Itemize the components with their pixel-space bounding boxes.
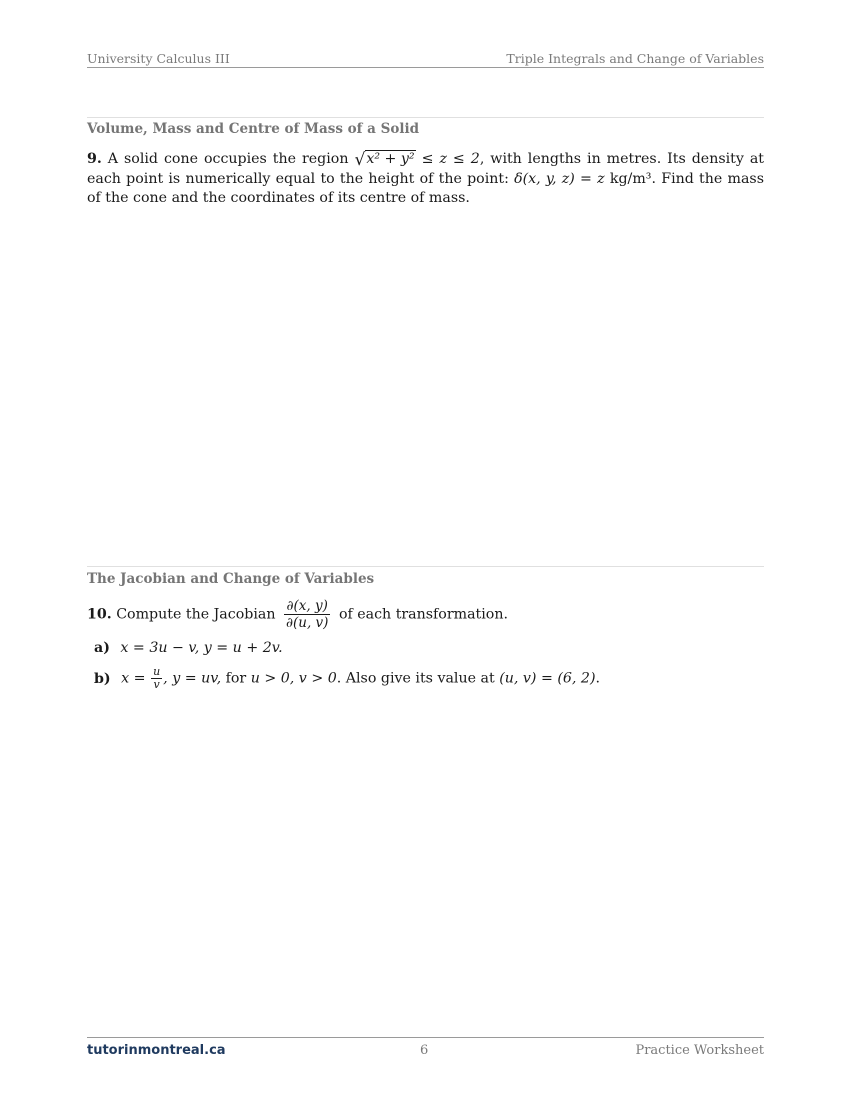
part-b-point: (u, v) = (6, 2) [499,670,596,687]
density-function: δ(x, y, z) = z [514,171,605,187]
fraction-denominator: ∂(u, v) [286,615,329,631]
problem-text: , with lengths in metres. Its density at each point is numerically equal to the height of the point: [87,151,765,187]
footer-rule [87,1037,764,1038]
jacobian-fraction [284,598,330,631]
problem-number: 10. [87,606,112,623]
problem-10 [87,598,508,631]
problem-text: A solid cone occupies the region [107,151,349,167]
part-a [94,640,283,656]
header-left-title: University Calculus III [87,51,230,66]
section-title-volume-mass: Volume, Mass and Centre of Mass of a Solid [87,121,420,137]
part-b-fraction [151,666,162,691]
header-right-title: Triple Integrals and Change of Variables [506,51,764,66]
footer-right-label: Practice Worksheet [635,1043,764,1058]
problem-text: of each transformation. [338,606,508,623]
section-divider [87,117,764,118]
inequality: ≤ z ≤ 2 [421,151,480,167]
sqrt-radicand: x² + y² [366,151,415,167]
page-number: 6 [420,1043,429,1058]
part-b-end: . [595,670,600,687]
problem-number: 9. [87,151,102,167]
problem-9 [87,150,764,208]
fraction-numerator: ∂(x, y) [284,598,330,615]
footer-site-link[interactable]: tutorinmontreal.ca [87,1043,226,1058]
section-divider [87,566,764,567]
density-units: kg/m³ [609,171,652,187]
fraction-denominator: v [153,678,160,691]
section-title-jacobian: The Jacobian and Change of Variables [87,571,375,587]
part-b-expression: , y = uv, [163,670,222,687]
part-b-lhs: x = [121,670,146,687]
part-label: b) [94,670,111,687]
problem-text: Compute the Jacobian [116,606,276,623]
fraction-numerator: u [153,665,161,678]
part-b-text: for [221,670,251,687]
sqrt-expression: √x² + y² [354,150,415,170]
problem-text: . Find the mass of the cone and the coordinates of its centre of mass. [87,171,764,206]
part-b [94,666,600,691]
part-b-condition: u > 0, v > 0 [250,670,337,687]
part-a-expression: x = 3u − v, y = u + 2v. [120,640,283,656]
header-rule [87,67,764,68]
part-b-text: . Also give its value at [336,670,500,687]
part-label: a) [94,640,110,656]
